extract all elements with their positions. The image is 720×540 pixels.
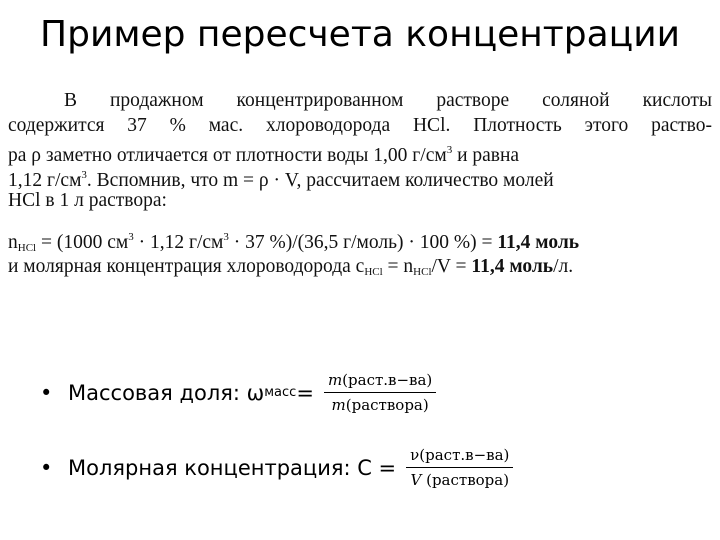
variable: V	[410, 471, 422, 489]
scan-line-3-end: и равна	[452, 145, 520, 166]
formula-part: /V =	[431, 256, 472, 277]
subscript: HCl	[17, 242, 37, 254]
slide-title: Пример пересчета концентрации	[40, 14, 680, 55]
fraction	[406, 446, 513, 489]
scan-line-3-text: ра ρ заметно отличается от плотности воды 1,00 г/см	[8, 145, 447, 166]
fraction	[324, 371, 436, 414]
bullet-label: Массовая доля: ω	[68, 380, 265, 405]
scan-line-1: В продажном концентрированном растворе соляной кислоты	[64, 90, 712, 111]
formula-part: = n	[382, 256, 414, 277]
superscript: 3	[223, 231, 229, 243]
fraction-denominator	[328, 393, 433, 414]
scan-line-4-text: 1,12 г/см	[8, 170, 82, 191]
formula-part: = (1000 см	[36, 232, 129, 253]
fraction-numerator	[406, 446, 513, 467]
scan-line-4-end: . Вспомнив, что m = ρ · V, рассчитаем количество молей	[86, 170, 554, 191]
formula-n: n	[8, 232, 18, 253]
variable: ν	[410, 446, 420, 464]
superscript: 3	[81, 169, 87, 181]
fraction-text: (раствора)	[421, 471, 510, 489]
fraction-text: (раст.в−ва)	[419, 446, 510, 464]
scan-line-2: содержится 37 % мас. хлороводорода HCl. Плотность этого раство-	[8, 115, 712, 136]
fraction-text: (раствора)	[345, 396, 429, 414]
subscript: HCl	[413, 266, 432, 278]
subscript: HCl	[364, 266, 383, 278]
superscript: 3	[128, 231, 134, 243]
bullet-mass-fraction	[40, 371, 436, 414]
bullet-molar-concentration	[40, 446, 513, 489]
variable: m	[327, 371, 343, 389]
bullet-dot: •	[40, 380, 53, 405]
variable: m	[331, 396, 346, 414]
subscript: масс	[264, 385, 297, 400]
formula-part: · 37 %)/(36,5 г/моль) · 100 %) =	[228, 232, 498, 253]
bullet-label: Молярная концентрация: С =	[68, 455, 397, 480]
scanned-textbook-excerpt	[8, 88, 712, 298]
scan-line-5: HCl в 1 л раствора:	[8, 190, 167, 211]
formula-part: /л.	[553, 256, 574, 277]
superscript: 3	[446, 144, 453, 156]
result-value: 11,4 моль	[497, 232, 580, 253]
scan-line-7	[8, 254, 573, 286]
formula-part: · 1,12 г/см	[133, 232, 224, 253]
result-value: 11,4 моль	[471, 256, 554, 277]
formula-part: и молярная концентрация хлороводорода с	[8, 256, 365, 277]
bullet-dot: •	[40, 455, 53, 480]
fraction-denominator	[406, 468, 513, 489]
fraction-numerator	[324, 371, 436, 392]
equals-sign: =	[296, 380, 314, 405]
fraction-text: (раст.в−ва)	[342, 371, 433, 389]
